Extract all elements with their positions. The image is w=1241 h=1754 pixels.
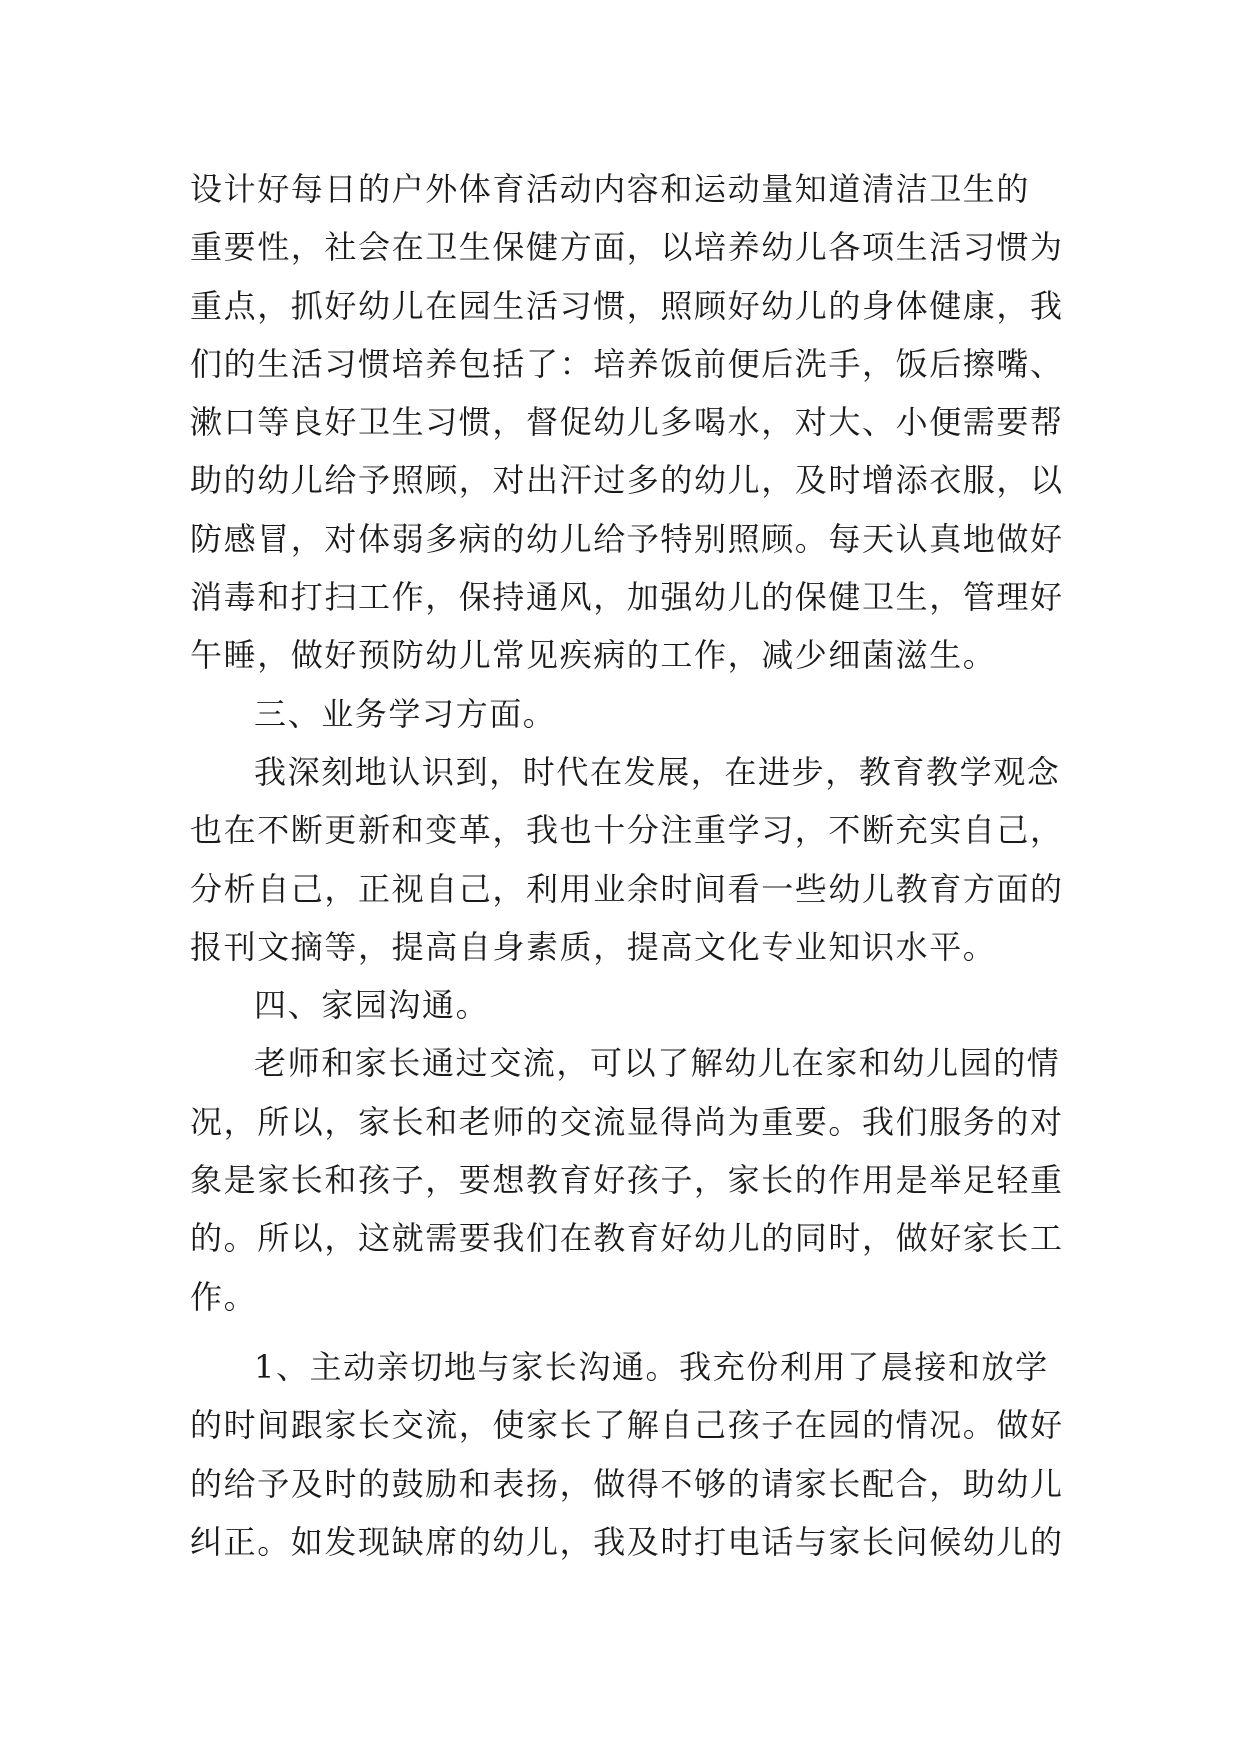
text-line: 的。所以，这就需要我们在教育好幼儿的同时，做好家长工: [190, 1219, 1064, 1258]
section-heading: 四、家园沟通。: [254, 986, 490, 1025]
text-line: 1、主动亲切地与家长沟通。我充份利用了晨接和放学: [254, 1347, 1049, 1386]
text-line: 也在不断更新和变革，我也十分注重学习，不断充实自己，: [190, 811, 1064, 850]
text-line: 漱口等良好卫生习惯，督促幼儿多喝水，对大、小便需要帮: [190, 403, 1064, 442]
text-line: 重点，抓好幼儿在园生活习惯，照顾好幼儿的身体健康，我: [190, 286, 1064, 325]
paragraph-gap: [190, 1326, 1070, 1338]
text-line: 况，所以，家长和老师的交流显得尚为重要。我们服务的对: [190, 1102, 1064, 1141]
text-line: 老师和家长通过交流，可以了解幼儿在家和幼儿园的情: [254, 1044, 1061, 1083]
text-line: 报刊文摘等，提高自身素质，提高文化专业知识水平。: [190, 927, 997, 966]
text-line: 们的生活习惯培养包括了：培养饭前便后洗手，饭后擦嘴、: [190, 344, 1064, 383]
text-line: 纠正。如发现缺席的幼儿，我及时打电话与家长问候幼儿的: [190, 1522, 1064, 1561]
text-line: 的时间跟家长交流，使家长了解自己孩子在园的情况。做好: [190, 1406, 1064, 1445]
text-line: 作。: [190, 1277, 258, 1316]
text-line: 设计好每日的户外体育活动内容和运动量知道清洁卫生的: [190, 170, 1031, 208]
text-line: 午睡，做好预防幼儿常见疾病的工作，减少细菌滋生。: [190, 636, 997, 675]
text-line: 的给予及时的鼓励和表扬，做得不够的请家长配合，助幼儿: [190, 1464, 1064, 1503]
text-line: 防感冒，对体弱多病的幼儿给予特别照顾。每天认真地做好: [190, 519, 1064, 558]
text-line: 助的幼儿给予照顾，对出汗过多的幼儿，及时增添衣服，以: [190, 461, 1064, 500]
text-line: 消毒和打扫工作，保持通风，加强幼儿的保健卫生，管理好: [190, 578, 1064, 617]
section-heading: 三、业务学习方面。: [254, 694, 557, 733]
text-line: 象是家长和孩子，要想教育好孩子，家长的作用是举足轻重: [190, 1161, 1064, 1200]
text-line: 重要性，社会在卫生保健方面，以培养幼儿各项生活习惯为: [190, 228, 1064, 267]
document-body: [190, 160, 1070, 1571]
text-line: 分析自己，正视自己，利用业余时间看一些幼儿教育方面的: [190, 869, 1064, 908]
text-line: 我深刻地认识到，时代在发展，在进步，教育教学观念: [254, 752, 1061, 791]
